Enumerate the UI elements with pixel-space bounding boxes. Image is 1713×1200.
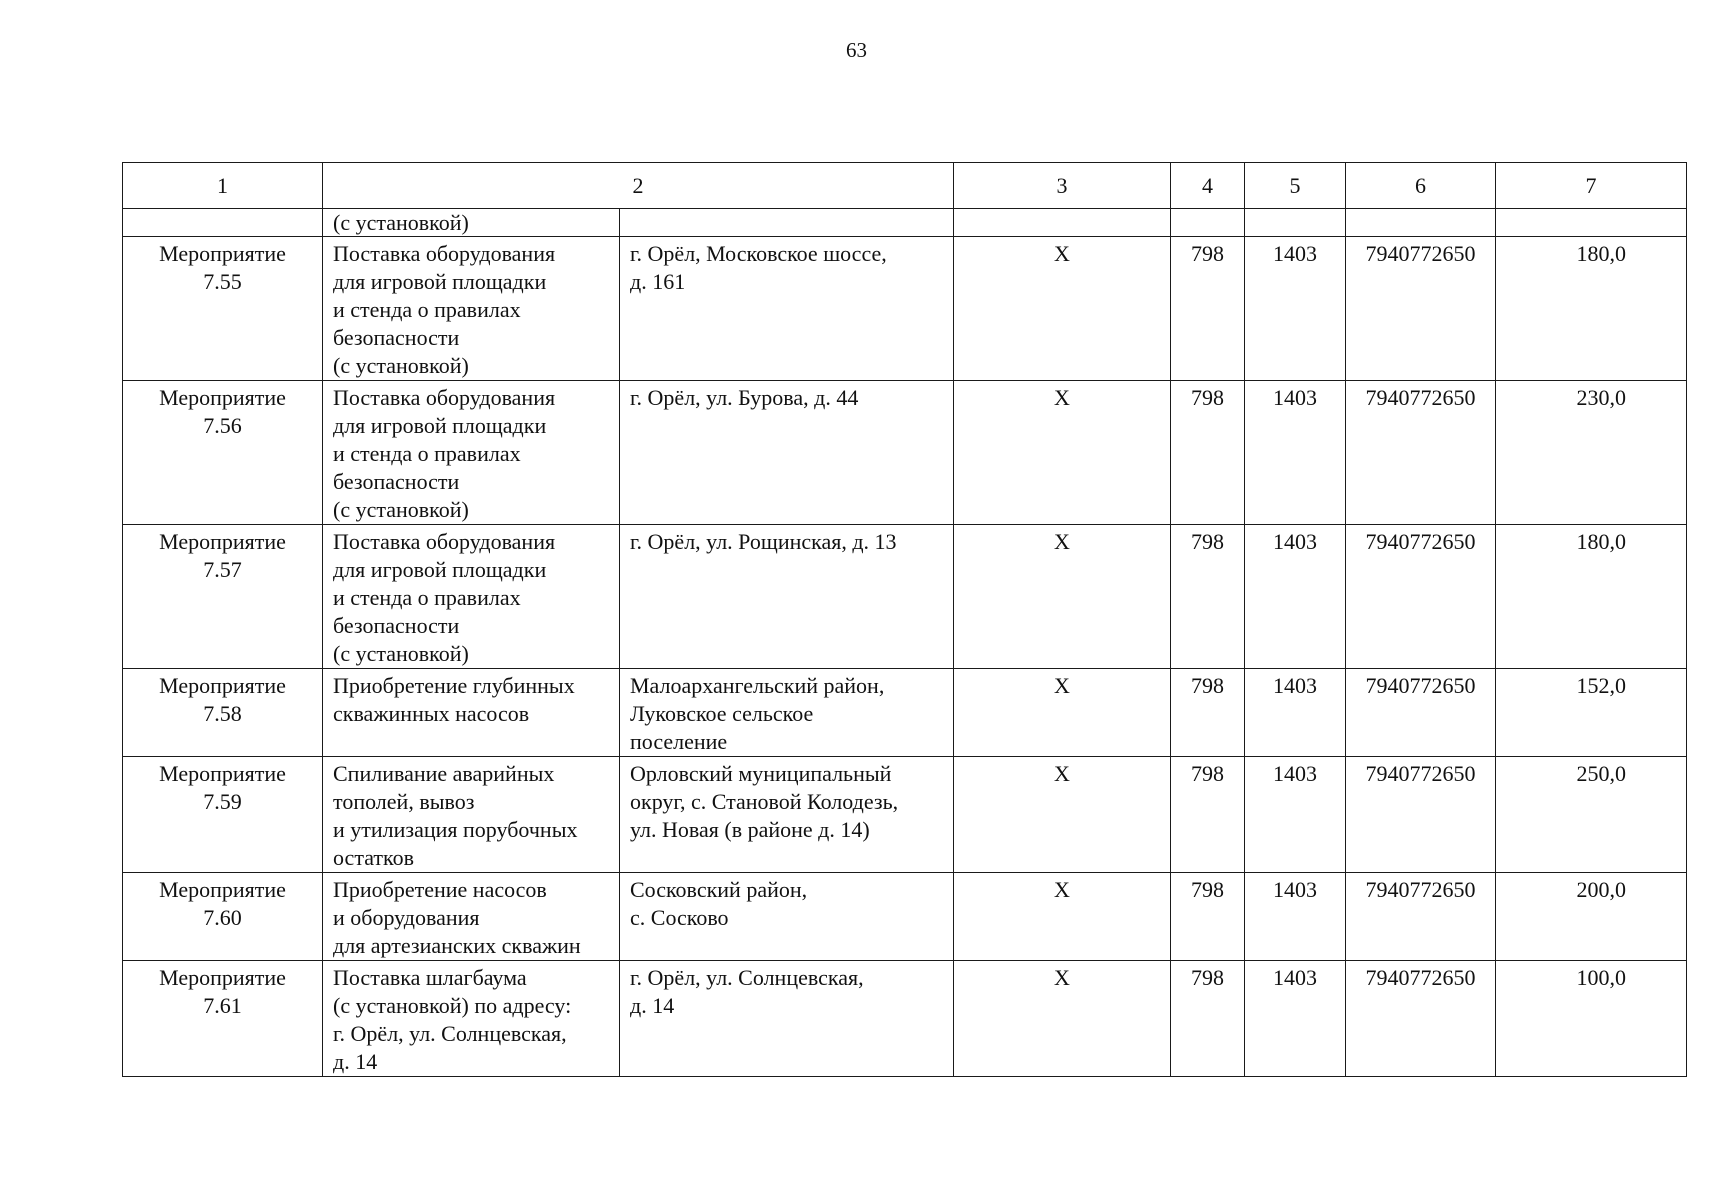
cell-line: Мероприятие [159, 529, 286, 554]
table-cell: 7940772650 [1346, 381, 1496, 525]
table-cell [123, 757, 323, 873]
cell-line: 7.57 [203, 557, 242, 582]
table-cell: 798 [1171, 961, 1245, 1077]
cell-line: д. 14 [333, 1049, 378, 1074]
cell-line: Малоархангельский район, [630, 673, 885, 698]
data-table [122, 162, 1687, 1077]
table-cell [620, 237, 954, 381]
mark-cell: Х [954, 961, 1171, 1077]
amount-cell: 100,0 [1496, 961, 1687, 1077]
page-number: 63 [846, 38, 867, 62]
amount-cell: 152,0 [1496, 669, 1687, 757]
table-cell: 798 [1171, 237, 1245, 381]
mark-cell: Х [954, 669, 1171, 757]
amount-cell: 180,0 [1496, 525, 1687, 669]
table-cell [1245, 209, 1346, 237]
cell-line: с. Сосково [630, 905, 729, 930]
table-cell: 798 [1171, 757, 1245, 873]
cell-line: Мероприятие [159, 673, 286, 698]
amount-cell: 250,0 [1496, 757, 1687, 873]
header-cell: 2 [323, 163, 954, 209]
cell-line: г. Орёл, ул. Солнцевская, [333, 1021, 567, 1046]
table-cell: 7940772650 [1346, 961, 1496, 1077]
cell-line: и стенда о правилах [333, 297, 521, 322]
table-cell [123, 961, 323, 1077]
cell-line: Поставка оборудования [333, 241, 556, 266]
table-cell: 798 [1171, 381, 1245, 525]
cell-line: Мероприятие [159, 877, 286, 902]
cell-line: ул. Новая (в районе д. 14) [630, 817, 870, 842]
table-cell [123, 669, 323, 757]
table-row [123, 757, 1687, 873]
table-cell [620, 381, 954, 525]
table-cell [1171, 209, 1245, 237]
cell-line: 7.55 [203, 269, 242, 294]
cell-line: Поставка шлагбаума [333, 965, 527, 990]
mark-cell: Х [954, 757, 1171, 873]
cell-line: г. Орёл, ул. Рощинская, д. 13 [630, 529, 897, 554]
table-cell [323, 525, 620, 669]
table-cell: 1403 [1245, 237, 1346, 381]
table-cell [123, 873, 323, 961]
cell-line: и оборудования [333, 905, 480, 930]
table-cell: 7940772650 [1346, 669, 1496, 757]
cell-line: д. 14 [630, 993, 675, 1018]
table-cell [123, 381, 323, 525]
cell-line: 7.60 [203, 905, 242, 930]
cell-line: поселение [630, 729, 728, 754]
cell-line: остатков [333, 845, 414, 870]
cell-line: Мероприятие [159, 241, 286, 266]
cell-line: г. Орёл, ул. Солнцевская, [630, 965, 864, 990]
cell-line: Сосковский район, [630, 877, 808, 902]
cell-line: округ, с. Становой Колодезь, [630, 789, 899, 814]
table-cell: 7940772650 [1346, 873, 1496, 961]
header-cell: 3 [954, 163, 1171, 209]
header-cell: 5 [1245, 163, 1346, 209]
header-cell: 7 [1496, 163, 1687, 209]
table-cell [323, 209, 620, 237]
table-cell [1496, 209, 1687, 237]
cell-line: Спиливание аварийных [333, 761, 555, 786]
cell-line: тополей, вывоз [333, 789, 475, 814]
cell-line: (с установкой) [333, 641, 469, 666]
cell-line: г. Орёл, ул. Бурова, д. 44 [630, 385, 859, 410]
table-cell: 1403 [1245, 757, 1346, 873]
table-cell [323, 873, 620, 961]
cell-line: (с установкой) по адресу: [333, 993, 572, 1018]
cell-line: 7.61 [203, 993, 242, 1018]
cell-line: Мероприятие [159, 965, 286, 990]
table-row [123, 237, 1687, 381]
table-row [123, 873, 1687, 961]
table-cell [620, 209, 954, 237]
table-cell [620, 669, 954, 757]
cell-line: г. Орёл, Московское шоссе, [630, 241, 887, 266]
cell-line: для артезианских скважин [333, 933, 581, 958]
cell-line: и стенда о правилах [333, 441, 521, 466]
table-cell [323, 961, 620, 1077]
cell-line: (с установкой) [333, 497, 469, 522]
table-cell: 1403 [1245, 873, 1346, 961]
table-cell: 798 [1171, 525, 1245, 669]
table-cell [323, 381, 620, 525]
cell-line: Мероприятие [159, 385, 286, 410]
table-header [123, 163, 1687, 209]
header-cell: 4 [1171, 163, 1245, 209]
table-cell [1346, 209, 1496, 237]
table-cell [954, 209, 1171, 237]
table-cell: 1403 [1245, 525, 1346, 669]
table-cell [323, 669, 620, 757]
cell-line: Приобретение насосов [333, 877, 547, 902]
table-cell [620, 525, 954, 669]
cell-line: Орловский муниципальный [630, 761, 892, 786]
table-cell [323, 237, 620, 381]
table-row [123, 525, 1687, 669]
cell-line: Поставка оборудования [333, 385, 556, 410]
mark-cell: Х [954, 381, 1171, 525]
cell-line: и стенда о правилах [333, 585, 521, 610]
table-cell [620, 757, 954, 873]
header-cell: 6 [1346, 163, 1496, 209]
cell-line: Мероприятие [159, 761, 286, 786]
cell-line: для игровой площадки [333, 269, 547, 294]
table-cell: 1403 [1245, 669, 1346, 757]
table-row [123, 669, 1687, 757]
table-row [123, 961, 1687, 1077]
table-cell: 798 [1171, 669, 1245, 757]
amount-cell: 200,0 [1496, 873, 1687, 961]
table-cell: 7940772650 [1346, 525, 1496, 669]
table-cell: 7940772650 [1346, 237, 1496, 381]
amount-cell: 230,0 [1496, 381, 1687, 525]
cell-line: Луковское сельское [630, 701, 814, 726]
table-cell [123, 209, 323, 237]
cell-line: безопасности [333, 325, 460, 350]
table-cell [123, 525, 323, 669]
mark-cell: Х [954, 237, 1171, 381]
cell-line: скважинных насосов [333, 701, 530, 726]
cell-line: 7.58 [203, 701, 242, 726]
cell-line: Приобретение глубинных [333, 673, 575, 698]
cell-line: (с установкой) [333, 210, 469, 235]
table-cell [323, 757, 620, 873]
table-cell [123, 237, 323, 381]
table-cell [620, 961, 954, 1077]
cell-line: (с установкой) [333, 353, 469, 378]
table-cell [620, 873, 954, 961]
amount-cell: 180,0 [1496, 237, 1687, 381]
mark-cell: Х [954, 873, 1171, 961]
cell-line: безопасности [333, 469, 460, 494]
table-cell: 1403 [1245, 961, 1346, 1077]
cell-line: для игровой площадки [333, 413, 547, 438]
table-row [123, 381, 1687, 525]
cell-line: безопасности [333, 613, 460, 638]
cell-line: 7.56 [203, 413, 242, 438]
mark-cell: Х [954, 525, 1171, 669]
cell-line: 7.59 [203, 789, 242, 814]
continuation-row [123, 209, 1687, 237]
cell-line: для игровой площадки [333, 557, 547, 582]
cell-line: д. 161 [630, 269, 686, 294]
cell-line: и утилизация порубочных [333, 817, 578, 842]
table-cell: 798 [1171, 873, 1245, 961]
table-cell: 7940772650 [1346, 757, 1496, 873]
cell-line: Поставка оборудования [333, 529, 556, 554]
table-cell: 1403 [1245, 381, 1346, 525]
table-body [123, 209, 1687, 1077]
header-cell: 1 [123, 163, 323, 209]
